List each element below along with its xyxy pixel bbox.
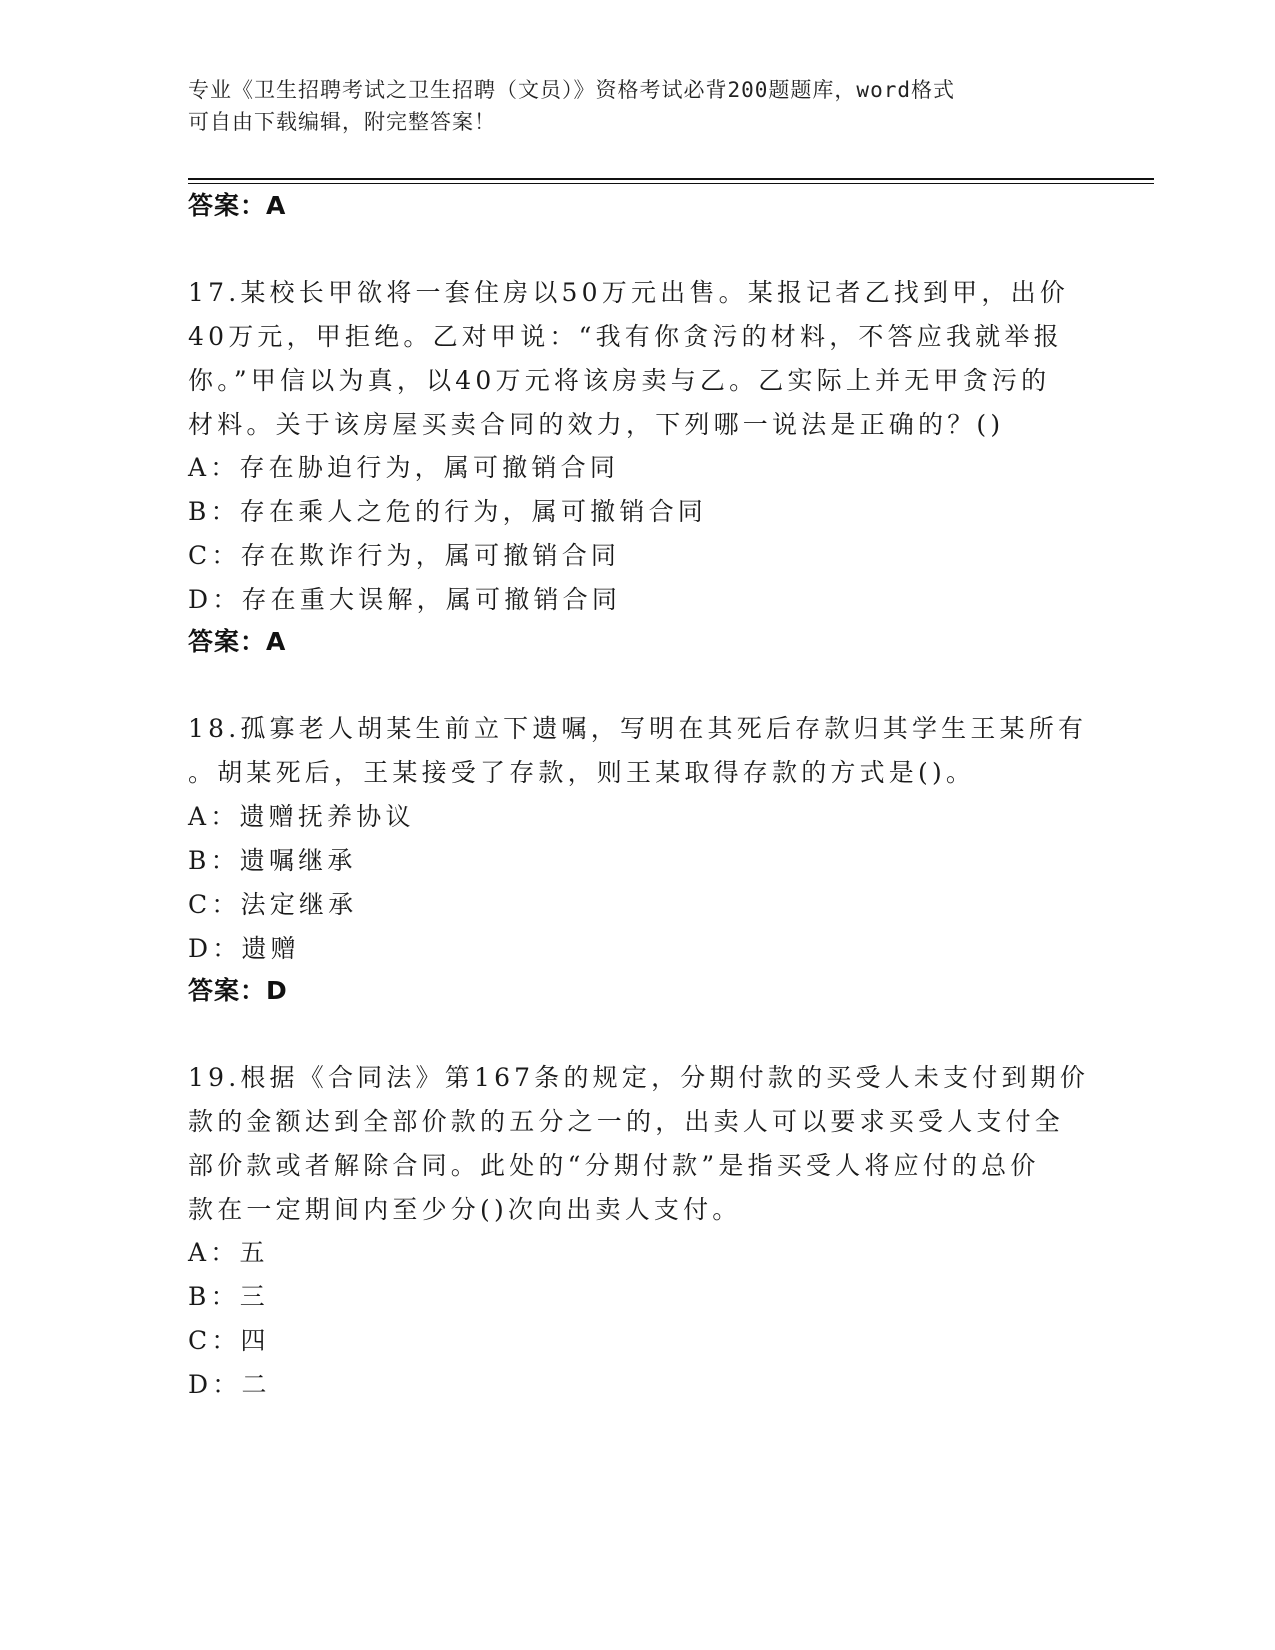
option-a: A：五 (188, 1238, 269, 1267)
answer-18: 答案：D (188, 976, 288, 1005)
question-text-line: 17.某校长甲欲将一套住房以50万元出售。某报记者乙找到甲，出价 (188, 278, 1069, 307)
question-text-line: 你。”甲信以为真，以40万元将该房卖与乙。乙实际上并无甲贪污的 (188, 366, 1051, 395)
header-rule-thin (188, 183, 1154, 184)
question-text-line: 部价款或者解除合同。此处的“分期付款”是指买受人将应付的总价 (188, 1151, 1040, 1180)
option-c: C：四 (188, 1326, 270, 1355)
question-text-line: 材料。关于该房屋买卖合同的效力，下列哪一说法是正确的？() (188, 410, 1005, 439)
question-text-line: 。胡某死后，王某接受了存款，则王某取得存款的方式是()。 (188, 758, 976, 787)
option-a: A：存在胁迫行为，属可撤销合同 (188, 453, 620, 482)
answer-top: 答案：A (188, 191, 287, 220)
question-text-line: 款在一定期间内至少分()次向出卖人支付。 (188, 1195, 742, 1224)
option-c: C：存在欺诈行为，属可撤销合同 (188, 541, 621, 570)
option-d: D：存在重大误解，属可撤销合同 (188, 585, 622, 614)
question-text-line: 19.根据《合同法》第167条的规定，分期付款的买受人未支付到期价 (188, 1063, 1090, 1092)
question-text-line: 40万元，甲拒绝。乙对甲说：“我有你贪污的材料，不答应我就举报 (188, 322, 1063, 351)
option-b: B：存在乘人之危的行为，属可撤销合同 (188, 497, 707, 526)
header-line-2: 可自由下载编辑，附完整答案！ (188, 110, 496, 134)
page-header (188, 74, 1068, 138)
option-c: C：法定继承 (188, 890, 358, 919)
option-b: B：遗嘱继承 (188, 846, 357, 875)
option-d: D：二 (188, 1370, 271, 1399)
option-a: A：遗赠抚养协议 (188, 802, 415, 831)
header-rule-thick (188, 178, 1154, 180)
header-line-1: 专业《卫生招聘考试之卫生招聘（文员）》资格考试必背200题题库，word格式 (188, 78, 955, 102)
question-text-line: 18.孤寡老人胡某生前立下遗嘱，写明在其死后存款归其学生王某所有 (188, 714, 1088, 743)
question-text-line: 款的金额达到全部价款的五分之一的，出卖人可以要求买受人支付全 (188, 1107, 1065, 1136)
option-b: B：三 (188, 1282, 269, 1311)
answer-17: 答案：A (188, 627, 287, 656)
option-d: D：遗赠 (188, 934, 300, 963)
